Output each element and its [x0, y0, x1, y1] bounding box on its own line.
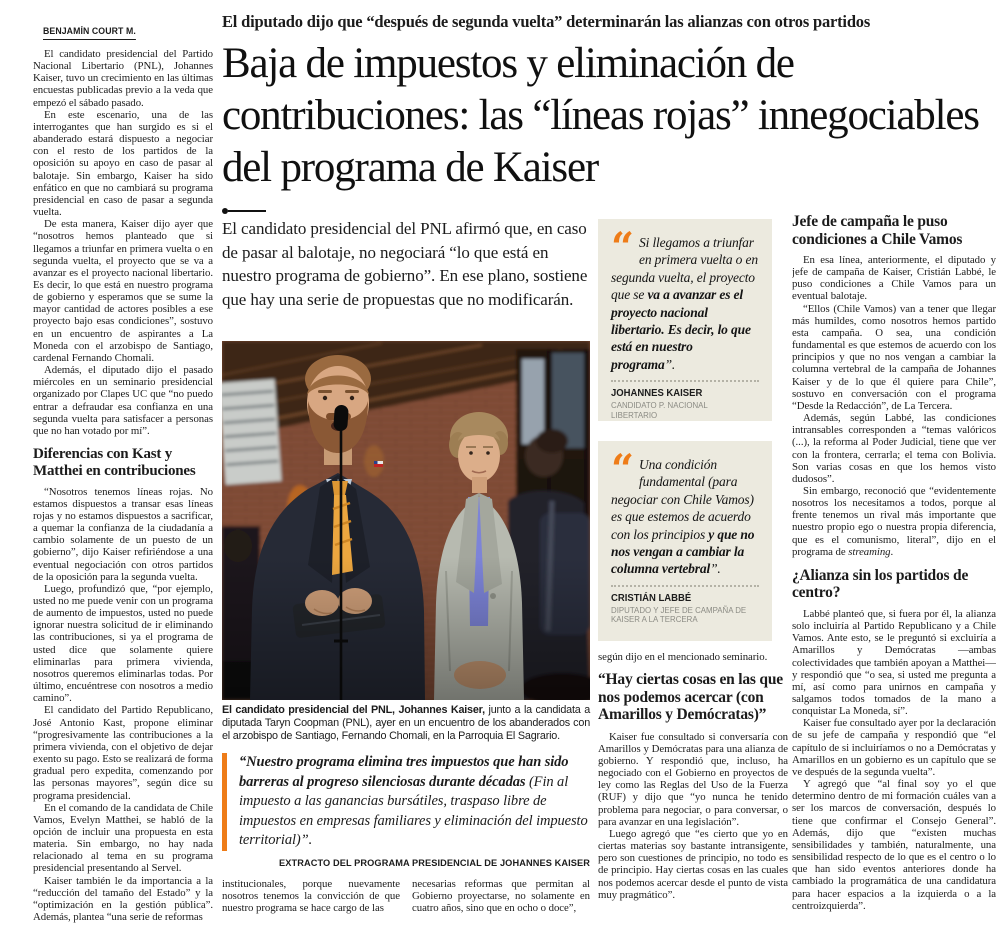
right-column — [792, 213, 996, 931]
program-extract — [222, 753, 590, 869]
paragraph: Y agregó que “al final soy yo el que determino dentro de mi formación cuáles van a ser los marcos de conversación, después lo tiene que confirmar el Consejo General”. Además, dijo que “existen muchas sensibilidades y también, naturalmente, una sensibilidad respecto de lo que es el centro o lo que han sido eventos anteriores donde ha cambiado la programática de una candidatura para hacer espacios a la izquierda o a la centroizquierda”. — [792, 778, 996, 912]
quote-post: ”. — [664, 356, 676, 372]
continuation-col-1: institucionales, porque nuevamente nosotros tenemos la convicción de que nuestro programa se hace cargo de las — [222, 878, 400, 915]
paragraph: Kaiser fue consultado ayer por la declaración de su jefe de campaña y respondió que “el capítulo de si incluiríamos o no a Demócratas y Amarillos en un gobierno es un capítulo que se ve después de la segunda vuelta”. — [792, 717, 996, 778]
section-subhead-acercar: “Hay ciertas cosas en las que nos podemos acercar (con Amarillos y Demócratas)” — [598, 671, 783, 724]
quote-bold: y que no nos vengan a cambiar la columna vertebral — [611, 526, 755, 577]
paragraph: El candidato del Partido Republicano, José Antonio Kast, propone eliminar “progresivamente las contribuciones a la primera vivienda, con el objetivo de dejar exento su pago. Esto se realizará de forma gradual pero expedita, comenzando por las personas mayores”, según dice su programa presidencial. — [33, 704, 213, 802]
pullquote-labbe — [598, 441, 772, 641]
paragraph: Además, según Labbé, las condiciones intransables corresponden a “temas valóricos (...), la reforma al Poder Judicial, tiene que ver con la frontera, cerrarla; el tema con Bolivia. Son varias cosas en que los hemos visto dudosos”. — [792, 412, 996, 485]
section-subhead-contribuciones: Diferencias con Kast y Matthei en contribuciones — [33, 446, 196, 479]
dotted-divider — [611, 380, 759, 382]
paragraph — [792, 485, 996, 558]
middle-column — [598, 651, 788, 931]
dotted-divider — [611, 585, 759, 587]
paragraph-pre: Sin embargo, reconoció que “evidentemente nosotros los necesitamos a todos, porque al frente tenemos un rival más importante que nuestro propio ego o nuestra propia diferencia, que es el comunismo, literal”, dijo en el programa de — [792, 484, 996, 558]
paragraph: Luego agregó que “es cierto que yo en ciertas materias soy bastante intransigente, pero son cuestiones de principio, no todo es de principio. Hay ciertas cosas en las cuales nos podemos acercar desde el punto de vista muy pragmático”. — [598, 827, 788, 901]
photo-illustration — [222, 341, 590, 700]
byline: BENJAMÍN COURT M. — [43, 26, 136, 40]
paragraph: En este escenario, una de las interrogantes que han surgido es si el abanderado estará dispuesto a negociar con el resto de los partidos de la oposición su apoyo en caso de pasar al balotaje. Sin embargo, Kaiser ha sido enfático en que no cambiará su programa presidencial en caso de pasar a segunda vuelta. — [33, 108, 213, 219]
quote-icon — [611, 458, 634, 482]
pullquote-kaiser — [598, 219, 772, 421]
extract-quote — [222, 753, 590, 851]
headline-block — [222, 12, 1000, 194]
photo-kaiser-coopman — [222, 341, 590, 700]
paragraph: En esa línea, anteriormente, el diputado y jefe de campaña de Kaiser, Cristián Labbé, le puso condiciones a Chile Vamos para un eventual balotaje. — [792, 254, 996, 303]
paragraph: Kaiser fue consultado si conversaría con Amarillos y Demócratas para una alianza de gobierno. Y respondió que, incluso, ha negociado con el Gobierno en proyectos de ley como las Reglas del Uso de la Fuerza (RUF) y dijo que “yo nunca he tenido problema para negociar, o para conversar, o para avanzar en una legislación”. — [598, 730, 788, 828]
quote-attribution-name: CRISTIÁN LABBÉ — [611, 592, 692, 604]
photo-caption — [222, 704, 590, 744]
quote-bold: va a avanzar es el proyecto nacional libertario. Es decir, lo que está en nuestro programa — [611, 287, 751, 372]
paragraph: “Ellos (Chile Vamos) van a tener que llegar más humildes, como nosotros hemos partido esta campaña. O sea, una condición fundamental es que estemos de acuerdo con los principios y que no nos vengan a cambiar la columna vertebral de la campaña de Johannes Kaiser y de lo que él quiere para Chile”, sostuvo en conversación con el programa “Desde la Redacción”, de La Tercera. — [792, 302, 996, 412]
quote-attribution-name: JOHANNES KAISER — [611, 388, 703, 400]
paragraph: De esta manera, Kaiser dijo ayer que “nosotros hemos planteado que si llegamos a triunfar en primera vuelta o en segunda vuelta, el proyecto que se va a avanzar es el proyecto nacional libertario. Es decir, lo que está en nuestro programa de gobierno y esperamos que se sume la mayor cantidad de actores posibles a ese proyecto bajo esas condiciones”, sostuvo en un encuentro de aspirantes a La Moneda con el arzobispo de Santiago, cardenal Fernando Chomali. — [33, 218, 213, 364]
extract-detail: (Fin al impuesto a las ganancias bursátiles, traspaso libre de impuestos en empresas familiares y eliminación del impuesto territorial)”. — [239, 773, 588, 848]
paragraph-post: . — [890, 545, 894, 558]
bullet-rule — [228, 210, 266, 212]
left-column — [33, 48, 213, 928]
kicker: El diputado dijo que “después de segunda vuelta” determinarán las alianzas con otros partidos — [222, 12, 871, 31]
main-headline: Baja de impuestos y eliminación de contribuciones: las “líneas rojas” innegociables del programa de Kaiser — [222, 40, 979, 191]
lede: El candidato presidencial del PNL afirmó que, en caso de pasar al balotaje, no negociará “lo que está en nuestro programa de gobierno”. En ese plano, sostiene que hay una serie de propuestas que no modificarán. — [222, 219, 588, 309]
paragraph: “Nosotros tenemos líneas rojas. No estamos dispuestos a transar esas líneas rojas y no estamos dispuestos a sacrificar, a quemar la confianza de la ciudadanía a cambio solamente de un puesto de un gobierno”, dijo Kaiser refiriéndose a una eventual negociación con otros partidos de la oposición para la segunda vuelta. — [33, 485, 213, 583]
lede-marker — [222, 208, 266, 214]
caption-rest: junto a la candidata a diputada Taryn Coopman (PNL), ayer en un encuentro de los abanderados con el arzobispo de Santiago, Fernando Chomali, en la Parroquia El Sagrario. — [222, 704, 590, 743]
extract-credit: EXTRACTO DEL PROGRAMA PRESIDENCIAL DE JOHANNES KAISER — [279, 857, 590, 869]
italic-word: streaming — [848, 545, 891, 558]
paragraph: El candidato presidencial del Partido Nacional Libertario (PNL), Johannes Kaiser, tuvo un crecimiento en las últimas encuestas publicadas previo a la veda que empezó el sábado pasado. — [33, 48, 213, 109]
section-subhead-condiciones: Jefe de campaña le puso condiciones a Chile Vamos — [792, 213, 963, 248]
paragraph: según dijo en el mencionado seminario. — [598, 651, 768, 663]
section-subhead-alianza: ¿Alianza sin los partidos de centro? — [792, 566, 969, 602]
paragraph: Labbé planteó que, si fuera por él, la alianza solo incluiría al Partido Republicano y a Chile Vamos. Ante esto, se le preguntó si excluiría a Amarillos y Demócratas —ambas colectividades que también apoyan a Matthei— y respondió que “o sea, si usted me pregunta a mí, así como para unirnos en campaña y salgamos todos tomados de la mano a conquistar La Moneda, sí”. — [792, 607, 996, 718]
quote-attribution-role: CANDIDATO P. NACIONAL LIBERTARIO — [611, 400, 708, 420]
quote-pre: Si llegamos a triunfar en primera vuelta o en segunda vuelta, el proyecto que se — [611, 235, 758, 303]
paragraph: Kaiser también le da importancia a la “reducción del tamaño del Estado” y la “optimización en la gestión pública”. Además, plantea “una serie de reformas — [33, 874, 213, 924]
quote-icon — [611, 236, 634, 260]
quote-pre: Una condición fundamental (para negociar con Chile Vamos) es que estemos de acuerdo con los principios — [611, 457, 754, 542]
continuation-columns — [222, 878, 590, 914]
paragraph: Luego, profundizó que, “por ejemplo, usted no me puede venir con un programa de aumento de impuestos, usted no puede ignorar nuestra solicitud de ir eliminando las contribuciones, si ya el programa de usted dice que solamente quiere eliminarlas para primera vivienda, nosotros queremos eliminarlas todas. Por último, encuéntrese con nosotros a medio camino”. — [33, 582, 213, 705]
quote-post: ”. — [710, 561, 721, 577]
continuation-col-2: necesarias reformas que permitan al Gobierno proyectarse, no solamente en cuatro años, sino que en ocho o doce”, — [412, 878, 590, 915]
paragraph: Además, el diputado dijo el pasado miércoles en un seminario presidencial organizado por Clapes UC que “no puedo entrar a defraudar esa confianza en una segunda vuelta para satisfacer a personas que no han votado por mí”. — [33, 364, 213, 437]
extract-bold: “Nuestro programa elimina tres impuestos que han sido barreras al progreso silenciosas durante décadas — [239, 754, 569, 790]
paragraph: En el comando de la candidata de Chile Vamos, Evelyn Matthei, se habló de la opción de incluir una propuesta en esta materia. Sin embargo, no hay nada relacionado al tema en su programa presidencial presentando al Servel. — [33, 801, 213, 875]
caption-lead: El candidato presidencial del PNL, Johannes Kaiser, — [222, 704, 485, 716]
quote-attribution-role: DIPUTADO Y JEFE DE CAMPAÑA DE KAISER A LA TERCERA — [611, 604, 747, 625]
